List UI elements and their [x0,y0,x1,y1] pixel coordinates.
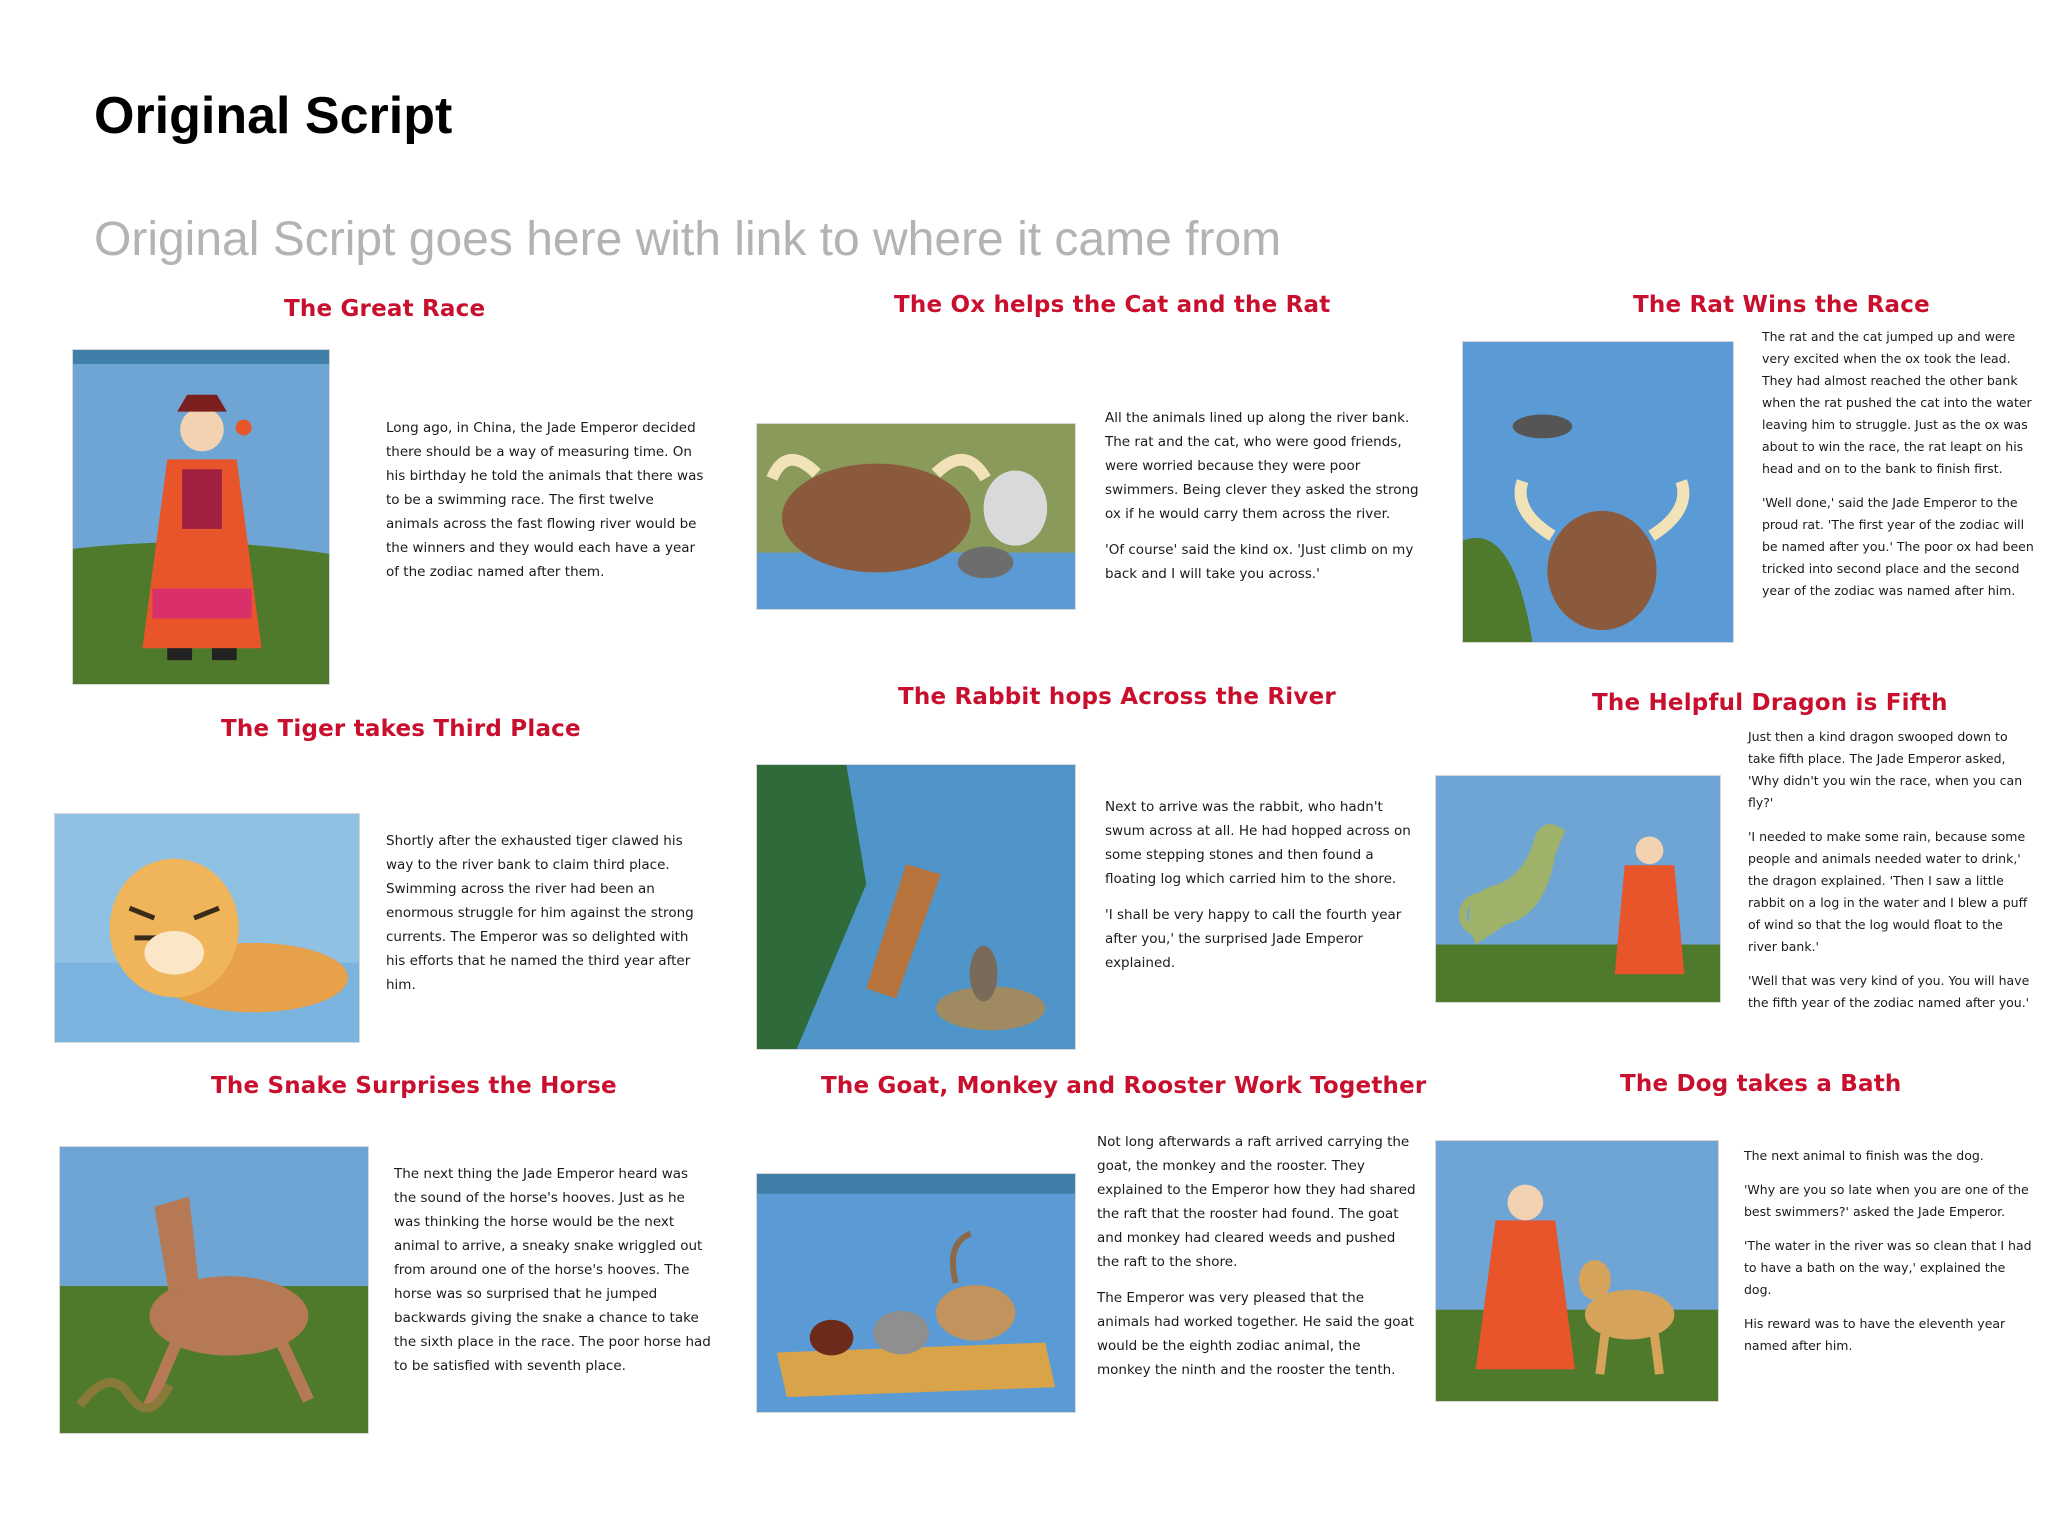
panel-text-dog [1744,1145,2034,1369]
panel-heading-dragon: The Helpful Dragon is Fifth [1592,690,1948,716]
panel-text-dragon [1748,726,2033,1026]
panel-heading-tiger: The Tiger takes Third Place [221,716,581,742]
paragraph: Next to arrive was the rabbit, who hadn't swum across at all. He had hopped across on some stepping stones and then found a floating log which carried him to the shore. [1105,799,1411,887]
paragraph: 'I shall be very happy to call the fourth year after you,' the surprised Jade Emperor explained. [1105,907,1402,971]
ox-cat-rat-illustration [756,423,1076,610]
paragraph: 'The water in the river was so clean that I had to have a bath on the way,' explained the dog. [1744,1238,2032,1297]
panel-heading-dog: The Dog takes a Bath [1620,1071,1902,1097]
dragon-emperor-illustration [1435,775,1721,1003]
paragraph: Not long afterwards a raft arrived carrying the goat, the monkey and the rooster. They explained to the Emperor how they had shared the raft that the rooster had found. The goat and monkey had cleared weeds and pushed the raft to the shore. [1097,1134,1416,1270]
panel-heading-goat-monkey-rooster: The Goat, Monkey and Rooster Work Together [821,1073,1427,1099]
panel-text-great-race [386,416,706,596]
paragraph: All the animals lined up along the river bank. The rat and the cat, who were good friends, were worried because they were poor swimmers. Being clever they asked the strong ox if he would carry them across the river. [1105,410,1419,522]
panel-text-tiger [386,829,706,1009]
paragraph: The next animal to finish was the dog. [1744,1148,1984,1163]
paragraph: The Emperor was very pleased that the animals had worked together. He said the goat would be the eighth zodiac animal, the monkey the ninth and the rooster the tenth. [1097,1290,1415,1378]
panel-heading-rat-wins: The Rat Wins the Race [1633,292,1930,318]
slide-title: Original Script [94,87,453,145]
paragraph: 'I needed to make some rain, because some people and animals needed water to drink,' the dragon explained. 'Then I saw a little rabbit on a log in the water and I blew a puff of wind so that the log would float to the river bank.' [1748,829,2028,954]
panel-text-goat-monkey-rooster [1097,1130,1417,1394]
goat-monkey-rooster-raft-illustration [756,1173,1076,1413]
paragraph: 'Well done,' said the Jade Emperor to the proud rat. 'The first year of the zodiac will be named after you.' The poor ox had been tricked into second place and the second year of the zodiac was named after him. [1762,495,2034,598]
emperor-dog-illustration [1435,1140,1719,1402]
panel-text-ox-helps [1105,406,1425,598]
rabbit-log-illustration [756,764,1076,1050]
paragraph: 'Why are you so late when you are one of the best swimmers?' asked the Jade Emperor. [1744,1182,2029,1219]
paragraph: 'Well that was very kind of you. You will have the fifth year of the zodiac named after you.' [1748,973,2030,1010]
panel-heading-snake: The Snake Surprises the Horse [211,1073,617,1099]
panel-heading-great-race: The Great Race [284,296,486,322]
paragraph: The rat and the cat jumped up and were very excited when the ox took the lead. They had almost reached the other bank when the rat pushed the cat into the water leaving him to struggle. Just as the ox was about to win the race, the rat leapt on his head and on to the bank to finish first. [1762,329,2032,476]
slide-subtitle: Original Script goes here with link to where it came from [94,213,1282,266]
panel-text-rat-wins [1762,326,2037,614]
paragraph: Shortly after the exhausted tiger clawed his way to the river bank to claim third place. Swimming across the river had been an enormous struggle for him against the strong currents. The Emperor was so delighted with his efforts that he named the third year after him. [386,833,694,993]
rat-ox-illustration [1462,341,1734,643]
paragraph: 'Of course' said the kind ox. 'Just climb on my back and I will take you across.' [1105,542,1414,582]
horse-snake-illustration [59,1146,369,1434]
paragraph: The next thing the Jade Emperor heard was the sound of the horse's hooves. Just as he was thinking the horse would be the next animal to arrive, a sneaky snake wriggled out from around one of the horse's hooves. The horse was so surprised that he jumped backwards giving the snake a chance to take the sixth place in the race. The poor horse had to be satisfied with seventh place. [394,1166,711,1374]
panel-heading-rabbit: The Rabbit hops Across the River [898,684,1336,710]
panel-heading-ox-helps: The Ox helps the Cat and the Rat [894,292,1331,318]
paragraph: His reward was to have the eleventh year named after him. [1744,1316,2006,1353]
panel-text-snake [394,1162,714,1390]
paragraph: Long ago, in China, the Jade Emperor decided there should be a way of measuring time. On his birthday he told the animals that there was to be a swimming race. The first twelve animals across the fast flowing river would be the winners and they would each have a year of the zodiac named after them. [386,420,704,580]
tiger-illustration [54,813,360,1043]
paragraph: Just then a kind dragon swooped down to take fifth place. The Jade Emperor asked, 'Why didn't you win the race, when you can fly?' [1748,729,2023,810]
jade-emperor-illustration [72,349,330,685]
panel-text-rabbit [1105,795,1425,987]
